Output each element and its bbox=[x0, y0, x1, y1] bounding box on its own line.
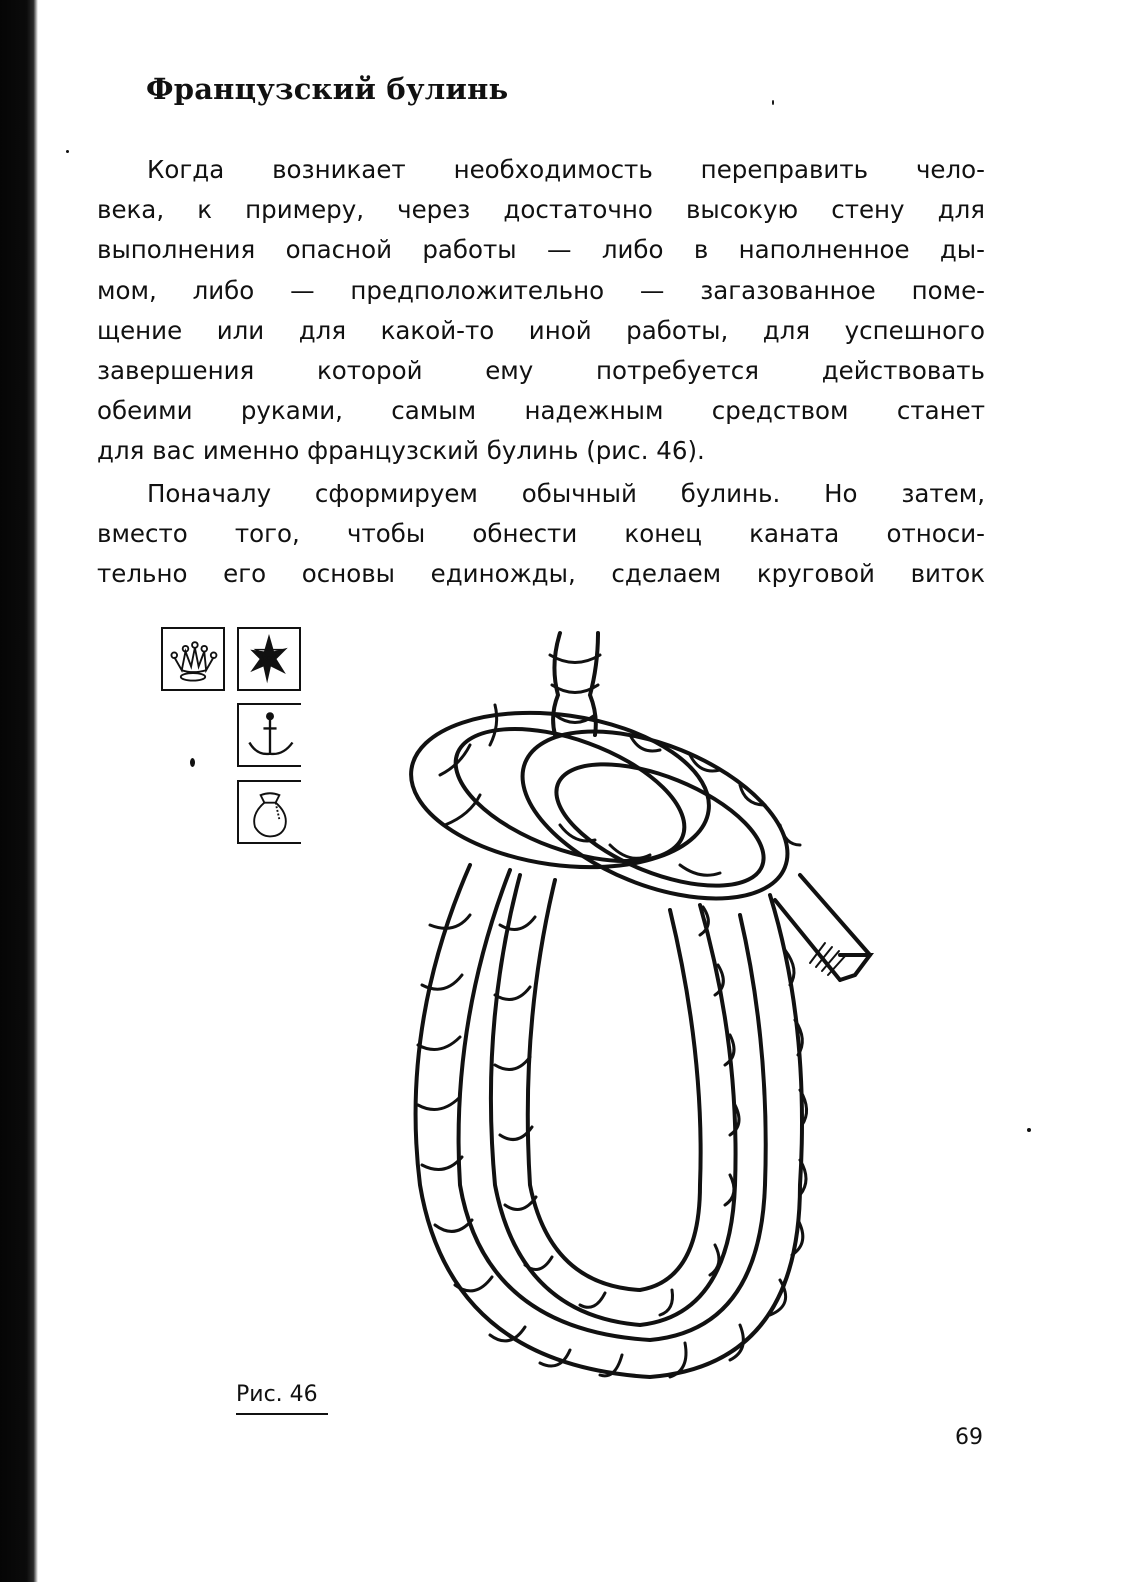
crown-icon bbox=[161, 627, 225, 691]
scan-speck bbox=[1027, 1128, 1031, 1132]
text-line: выполнения опасной работы — либо в наполненное ды- bbox=[97, 235, 985, 265]
text-line: щение или для какой-то иной работы, для успешного bbox=[97, 315, 985, 345]
scan-speck bbox=[190, 758, 195, 767]
text-line: обеими руками, самым надежным средством станет bbox=[97, 396, 985, 426]
paragraph-2 bbox=[97, 474, 985, 595]
text-line: вместо того, чтобы обнести конец каната относи- bbox=[97, 518, 985, 548]
text-line: для вас именно французский булинь (рис. 46). bbox=[97, 436, 705, 466]
paragraph-1 bbox=[97, 150, 985, 472]
money-bag-icon bbox=[237, 780, 301, 844]
section-title: Французский булинь bbox=[146, 72, 509, 106]
page-number: 69 bbox=[955, 1425, 983, 1450]
text-line: века, к примеру, через достаточно высокую стену для bbox=[97, 195, 985, 225]
anchor-icon bbox=[237, 703, 301, 767]
scan-speck bbox=[772, 100, 774, 105]
bowline-knot-illustration bbox=[400, 625, 900, 1385]
explosion-star-icon bbox=[237, 627, 301, 691]
book-spine-shadow bbox=[0, 0, 38, 1582]
text-line: Поначалу сформируем обычный булинь. Но затем, bbox=[147, 478, 985, 508]
text-line: мом, либо — предположительно — загазованное поме- bbox=[97, 275, 985, 305]
text-line: завершения которой ему потребуется действовать bbox=[97, 356, 985, 386]
body-text bbox=[97, 150, 985, 594]
text-line: тельно его основы единожды, сделаем круговой виток bbox=[97, 559, 985, 589]
scan-speck bbox=[66, 150, 69, 153]
text-line: Когда возникает необходимость переправить чело- bbox=[147, 155, 985, 184]
figure-caption: Рис. 46 bbox=[236, 1382, 328, 1415]
